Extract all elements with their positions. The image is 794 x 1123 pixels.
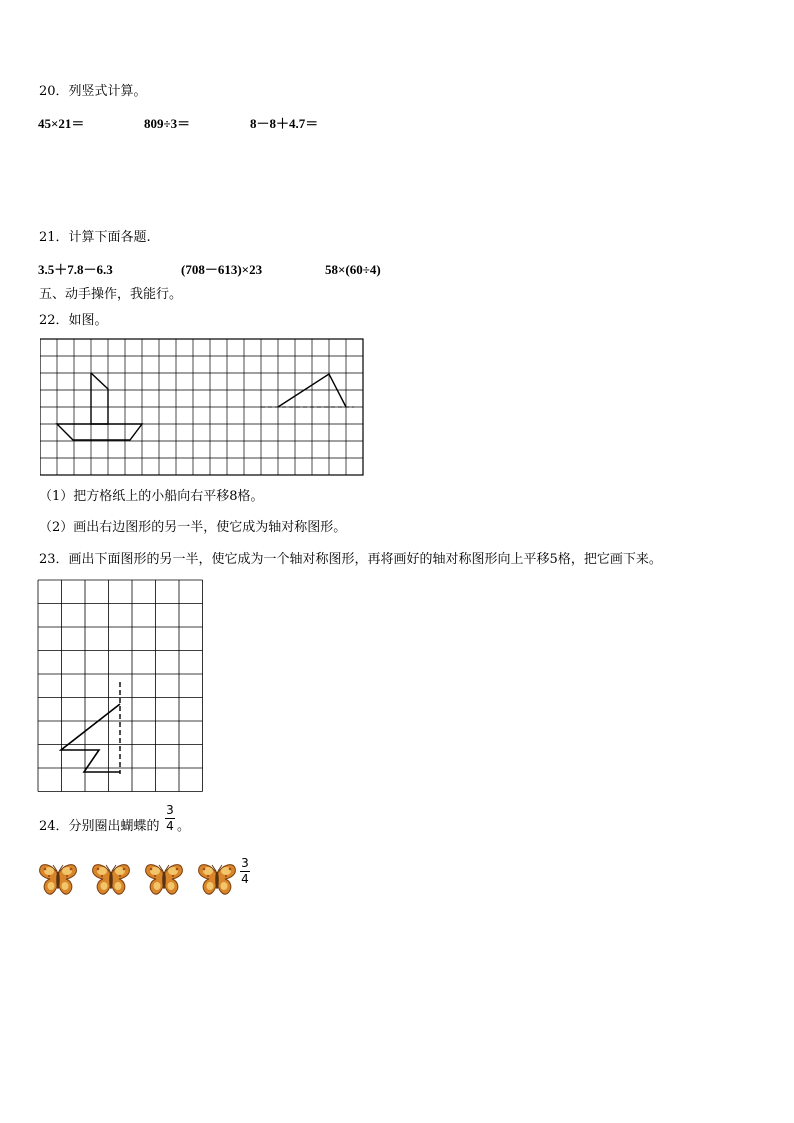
q22-title: 22．如图。 — [39, 313, 108, 328]
boat-hull — [57, 424, 142, 440]
section-five-title: 五、动手操作，我能行。 — [39, 287, 183, 302]
butterfly-icon — [144, 860, 184, 898]
q20-expr-2: 809÷3＝ — [144, 116, 191, 131]
half-shape — [61, 704, 120, 772]
q22-grid-figure — [40, 338, 366, 480]
q20-expr-3: 8－8＋4.7＝ — [250, 116, 319, 131]
q24-title-fraction — [165, 804, 175, 833]
butterfly-icon — [197, 860, 237, 898]
q24-title: 24．分别圈出蝴蝶的 — [39, 819, 160, 834]
butterfly-icon — [91, 860, 131, 898]
q20-expr-1: 45×21＝ — [38, 116, 85, 131]
fraction-denominator: 4 — [166, 819, 174, 833]
q20-title: 20．列竖式计算。 — [39, 84, 147, 99]
q22-part2: （2）画出右边图形的另一半，使它成为轴对称图形。 — [39, 520, 347, 535]
fraction-numerator: 3 — [166, 803, 174, 817]
fraction-denominator: 4 — [241, 872, 249, 886]
butterfly-fraction — [240, 857, 250, 886]
q22-part1: （1）把方格纸上的小船向右平移8格。 — [39, 489, 264, 504]
q21-expr-3: 58×(60÷4) — [325, 262, 381, 277]
butterfly-row — [38, 860, 238, 900]
butterfly-icon — [38, 860, 78, 898]
boat-sail — [91, 373, 108, 424]
q23-title: 23．画出下面图形的另一半，使它成为一个轴对称图形，再将画好的轴对称图形向上平移5格，把它画下来。 — [39, 552, 662, 567]
q24-title-end: 。 — [177, 819, 191, 834]
q23-grid-figure — [36, 578, 208, 800]
q21-title: 21．计算下面各题. — [39, 230, 151, 245]
q21-expr-1: 3.5＋7.8－6.3 — [38, 262, 113, 277]
fraction-numerator: 3 — [241, 856, 249, 870]
q21-expr-2: (708－613)×23 — [181, 262, 263, 277]
